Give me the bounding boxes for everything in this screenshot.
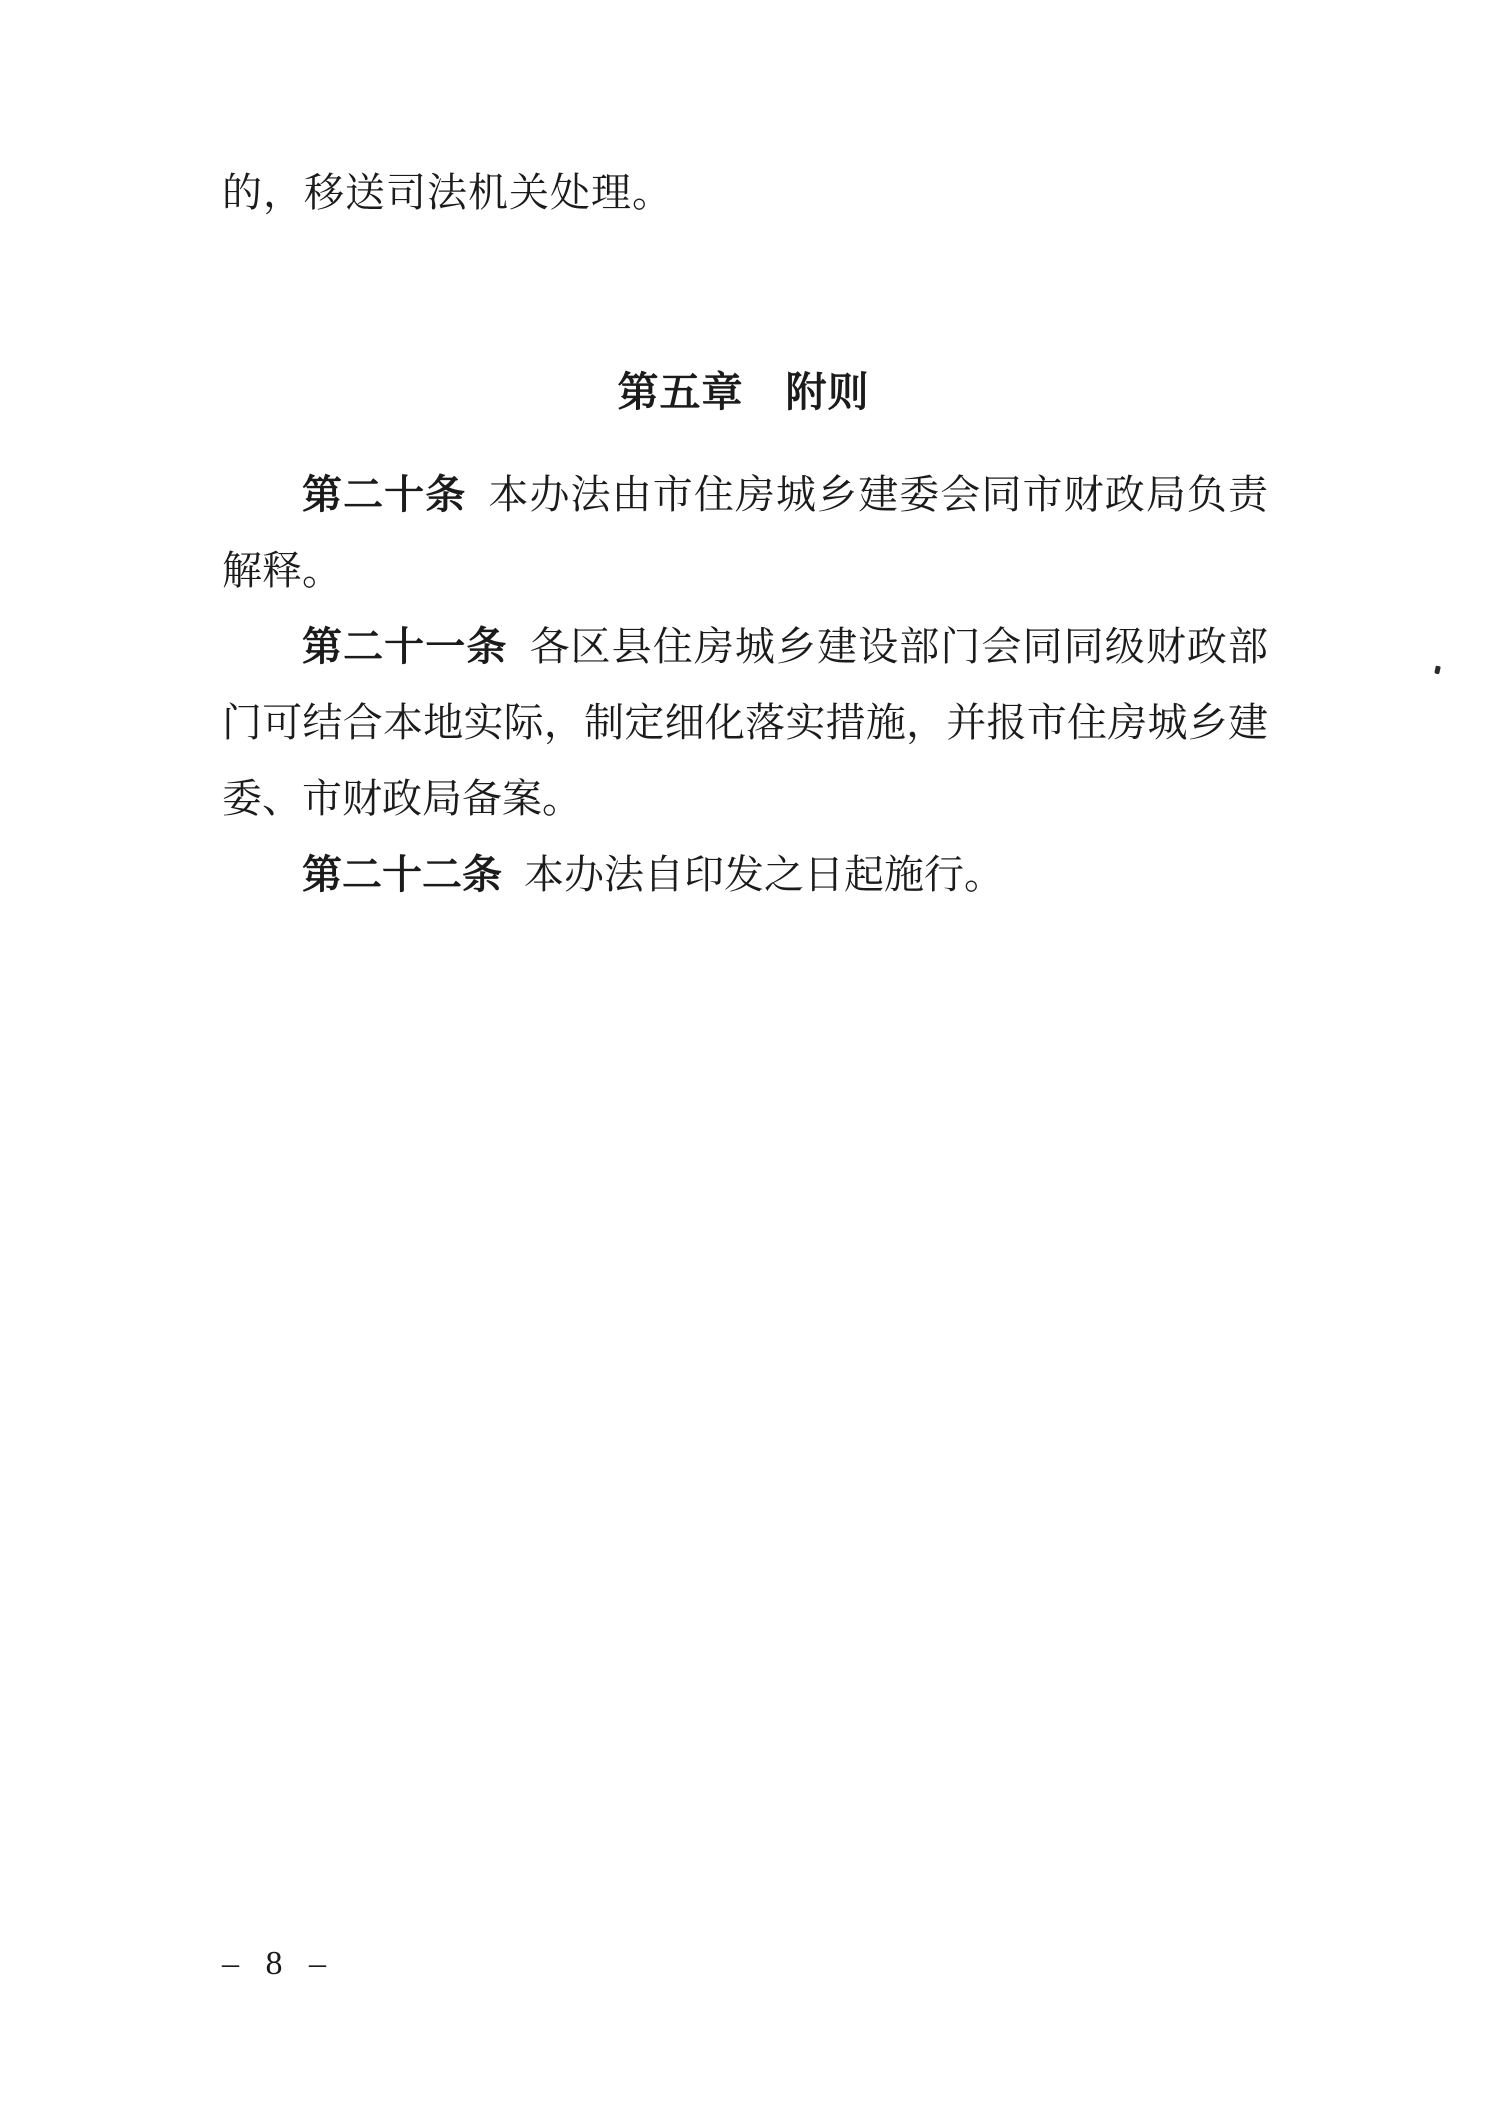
- chapter-heading: 第五章 附则: [617, 369, 870, 415]
- paragraph-continuation: 的，移送司法机关处理。: [222, 170, 673, 215]
- page-number: – 8 –: [222, 1945, 335, 1982]
- article-22-label: 第二十二条: [302, 852, 502, 897]
- article-21-label: 第二十一条: [302, 624, 508, 669]
- article-22-body: 本办法自印发之日起施行。: [524, 852, 1004, 897]
- article-21-body: 各区县住房城乡建设部门会同同级财政部门可结合本地实际，制定细化落实措施，并报市住房城乡建委、市财政局备案。: [222, 624, 1269, 821]
- article-20-label: 第二十条: [302, 472, 467, 517]
- scan-speck-artifact: [1434, 666, 1441, 675]
- article-21-paragraph: [222, 609, 1268, 837]
- articles-block: [222, 457, 1268, 913]
- article-22-paragraph: [222, 837, 1268, 913]
- article-20-body: 本办法由市住房城乡建委会同市财政局负责解释。: [222, 472, 1269, 593]
- article-20-paragraph: [222, 457, 1268, 609]
